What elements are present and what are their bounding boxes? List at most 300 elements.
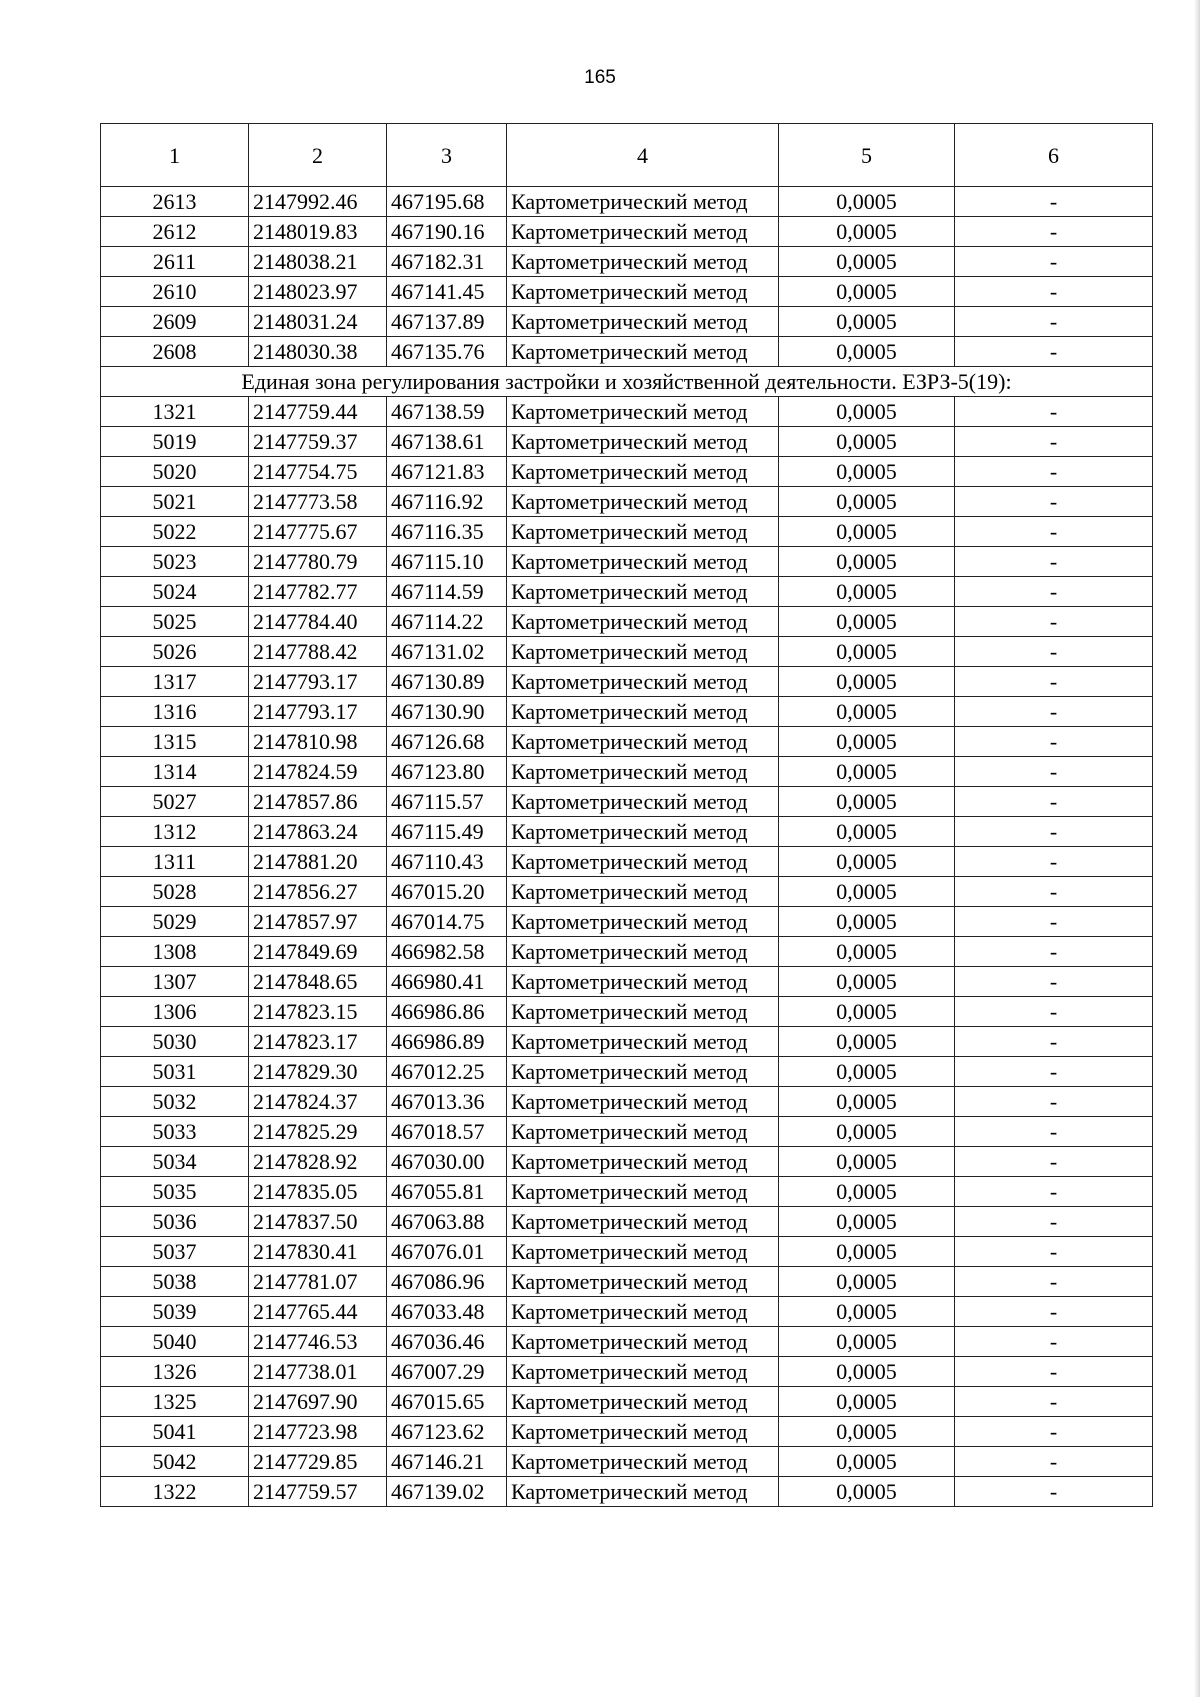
coordinate-y-cell: 467115.57 — [387, 787, 507, 817]
scan-edge — [1194, 0, 1200, 1697]
method-cell: Картометрический метод — [507, 1237, 779, 1267]
coordinate-x-cell: 2148031.24 — [249, 307, 387, 337]
table-row — [101, 697, 1153, 727]
coordinate-x-cell: 2148019.83 — [249, 217, 387, 247]
method-cell: Картометрический метод — [507, 667, 779, 697]
coordinate-y-cell: 467114.22 — [387, 607, 507, 637]
point-number-cell: 5022 — [101, 517, 249, 547]
table-row — [101, 1057, 1153, 1087]
point-number-cell: 5042 — [101, 1447, 249, 1477]
note-cell: - — [955, 577, 1153, 607]
page-number: 165 — [584, 67, 616, 88]
table-row — [101, 337, 1153, 367]
coordinate-y-cell: 467115.10 — [387, 547, 507, 577]
coordinate-y-cell: 467114.59 — [387, 577, 507, 607]
note-cell: - — [955, 1237, 1153, 1267]
coordinate-y-cell: 467018.57 — [387, 1117, 507, 1147]
note-cell: - — [955, 1297, 1153, 1327]
note-cell: - — [955, 1027, 1153, 1057]
note-cell: - — [955, 1207, 1153, 1237]
point-number-cell: 5038 — [101, 1267, 249, 1297]
note-cell: - — [955, 997, 1153, 1027]
accuracy-cell: 0,0005 — [779, 457, 955, 487]
point-number-cell: 1311 — [101, 847, 249, 877]
accuracy-cell: 0,0005 — [779, 1327, 955, 1357]
coordinate-y-cell: 466980.41 — [387, 967, 507, 997]
coordinate-y-cell: 467015.65 — [387, 1387, 507, 1417]
point-number-cell: 5036 — [101, 1207, 249, 1237]
coordinate-x-cell: 2147697.90 — [249, 1387, 387, 1417]
coordinate-y-cell: 467116.35 — [387, 517, 507, 547]
point-number-cell: 1325 — [101, 1387, 249, 1417]
accuracy-cell: 0,0005 — [779, 1057, 955, 1087]
note-cell: - — [955, 937, 1153, 967]
coordinate-x-cell: 2147824.59 — [249, 757, 387, 787]
coordinate-y-cell: 467195.68 — [387, 187, 507, 217]
coordinate-x-cell: 2147835.05 — [249, 1177, 387, 1207]
coordinate-x-cell: 2147857.97 — [249, 907, 387, 937]
point-number-cell: 5035 — [101, 1177, 249, 1207]
accuracy-cell: 0,0005 — [779, 577, 955, 607]
method-cell: Картометрический метод — [507, 637, 779, 667]
coordinate-x-cell: 2147881.20 — [249, 847, 387, 877]
point-number-cell: 2610 — [101, 277, 249, 307]
table-row — [101, 847, 1153, 877]
point-number-cell: 5030 — [101, 1027, 249, 1057]
method-cell: Картометрический метод — [507, 907, 779, 937]
method-cell: Картометрический метод — [507, 1447, 779, 1477]
coordinate-x-cell: 2147723.98 — [249, 1417, 387, 1447]
accuracy-cell: 0,0005 — [779, 1387, 955, 1417]
method-cell: Картометрический метод — [507, 1357, 779, 1387]
accuracy-cell: 0,0005 — [779, 937, 955, 967]
coordinate-y-cell: 467086.96 — [387, 1267, 507, 1297]
coordinate-y-cell: 467190.16 — [387, 217, 507, 247]
column-header: 5 — [779, 124, 955, 187]
point-number-cell: 2608 — [101, 337, 249, 367]
method-cell: Картометрический метод — [507, 427, 779, 457]
note-cell: - — [955, 1177, 1153, 1207]
coordinate-y-cell: 467131.02 — [387, 637, 507, 667]
note-cell: - — [955, 337, 1153, 367]
method-cell: Картометрический метод — [507, 1147, 779, 1177]
note-cell: - — [955, 307, 1153, 337]
method-cell: Картометрический метод — [507, 337, 779, 367]
method-cell: Картометрический метод — [507, 607, 779, 637]
accuracy-cell: 0,0005 — [779, 487, 955, 517]
coordinate-y-cell: 467030.00 — [387, 1147, 507, 1177]
coordinate-x-cell: 2147738.01 — [249, 1357, 387, 1387]
point-number-cell: 5034 — [101, 1147, 249, 1177]
table-row — [101, 817, 1153, 847]
coordinate-x-cell: 2147823.17 — [249, 1027, 387, 1057]
method-cell: Картометрический метод — [507, 727, 779, 757]
column-header: 1 — [101, 124, 249, 187]
table-row — [101, 937, 1153, 967]
coordinate-x-cell: 2147863.24 — [249, 817, 387, 847]
point-number-cell: 5023 — [101, 547, 249, 577]
point-number-cell: 1326 — [101, 1357, 249, 1387]
method-cell: Картометрический метод — [507, 547, 779, 577]
accuracy-cell: 0,0005 — [779, 817, 955, 847]
accuracy-cell: 0,0005 — [779, 1087, 955, 1117]
note-cell: - — [955, 1357, 1153, 1387]
point-number-cell: 5026 — [101, 637, 249, 667]
note-cell: - — [955, 607, 1153, 637]
coordinate-x-cell: 2147824.37 — [249, 1087, 387, 1117]
point-number-cell: 2611 — [101, 247, 249, 277]
note-cell: - — [955, 247, 1153, 277]
table-row — [101, 1027, 1153, 1057]
table-row — [101, 1237, 1153, 1267]
note-cell: - — [955, 1117, 1153, 1147]
method-cell: Картометрический метод — [507, 1057, 779, 1087]
coordinate-x-cell: 2147765.44 — [249, 1297, 387, 1327]
note-cell: - — [955, 1447, 1153, 1477]
method-cell: Картометрический метод — [507, 457, 779, 487]
coordinate-y-cell: 466986.86 — [387, 997, 507, 1027]
table-row — [101, 1117, 1153, 1147]
method-cell: Картометрический метод — [507, 817, 779, 847]
method-cell: Картометрический метод — [507, 1207, 779, 1237]
method-cell: Картометрический метод — [507, 1477, 779, 1507]
coordinate-x-cell: 2147782.77 — [249, 577, 387, 607]
accuracy-cell: 0,0005 — [779, 1207, 955, 1237]
note-cell: - — [955, 877, 1153, 907]
table-row — [101, 997, 1153, 1027]
coordinate-y-cell: 467115.49 — [387, 817, 507, 847]
table-row — [101, 457, 1153, 487]
coordinate-x-cell: 2147849.69 — [249, 937, 387, 967]
coordinate-y-cell: 467138.59 — [387, 397, 507, 427]
coordinate-x-cell: 2147788.42 — [249, 637, 387, 667]
point-number-cell: 5033 — [101, 1117, 249, 1147]
coordinate-y-cell: 467121.83 — [387, 457, 507, 487]
accuracy-cell: 0,0005 — [779, 637, 955, 667]
accuracy-cell: 0,0005 — [779, 337, 955, 367]
table-row — [101, 427, 1153, 457]
note-cell: - — [955, 517, 1153, 547]
accuracy-cell: 0,0005 — [779, 1237, 955, 1267]
note-cell: - — [955, 547, 1153, 577]
column-header: 2 — [249, 124, 387, 187]
note-cell: - — [955, 487, 1153, 517]
note-cell: - — [955, 847, 1153, 877]
method-cell: Картометрический метод — [507, 277, 779, 307]
method-cell: Картометрический метод — [507, 487, 779, 517]
coordinate-y-cell: 467076.01 — [387, 1237, 507, 1267]
coordinate-y-cell: 467126.68 — [387, 727, 507, 757]
table-row — [101, 487, 1153, 517]
method-cell: Картометрический метод — [507, 967, 779, 997]
coordinate-x-cell: 2147793.17 — [249, 667, 387, 697]
method-cell: Картометрический метод — [507, 877, 779, 907]
accuracy-cell: 0,0005 — [779, 1417, 955, 1447]
point-number-cell: 2609 — [101, 307, 249, 337]
coordinate-y-cell: 467138.61 — [387, 427, 507, 457]
method-cell: Картометрический метод — [507, 1297, 779, 1327]
coordinate-x-cell: 2147825.29 — [249, 1117, 387, 1147]
point-number-cell: 1312 — [101, 817, 249, 847]
accuracy-cell: 0,0005 — [779, 727, 955, 757]
column-header: 3 — [387, 124, 507, 187]
coordinate-x-cell: 2147856.27 — [249, 877, 387, 907]
note-cell: - — [955, 727, 1153, 757]
coordinate-y-cell: 467007.29 — [387, 1357, 507, 1387]
coordinate-x-cell: 2147729.85 — [249, 1447, 387, 1477]
method-cell: Картометрический метод — [507, 1027, 779, 1057]
coordinate-x-cell: 2147784.40 — [249, 607, 387, 637]
accuracy-cell: 0,0005 — [779, 847, 955, 877]
note-cell: - — [955, 817, 1153, 847]
table-row — [101, 1267, 1153, 1297]
point-number-cell: 1306 — [101, 997, 249, 1027]
coordinate-y-cell: 467130.90 — [387, 697, 507, 727]
accuracy-cell: 0,0005 — [779, 907, 955, 937]
point-number-cell: 1322 — [101, 1477, 249, 1507]
coordinate-y-cell: 467036.46 — [387, 1327, 507, 1357]
coordinate-x-cell: 2147775.67 — [249, 517, 387, 547]
point-number-cell: 1321 — [101, 397, 249, 427]
method-cell: Картометрический метод — [507, 397, 779, 427]
table-row — [101, 757, 1153, 787]
accuracy-cell: 0,0005 — [779, 1477, 955, 1507]
point-number-cell: 1316 — [101, 697, 249, 727]
coordinate-y-cell: 467033.48 — [387, 1297, 507, 1327]
point-number-cell: 5020 — [101, 457, 249, 487]
coordinate-y-cell: 467130.89 — [387, 667, 507, 697]
table-row — [101, 247, 1153, 277]
method-cell: Картометрический метод — [507, 937, 779, 967]
point-number-cell: 1315 — [101, 727, 249, 757]
method-cell: Картометрический метод — [507, 517, 779, 547]
coordinate-x-cell: 2147810.98 — [249, 727, 387, 757]
note-cell: - — [955, 1327, 1153, 1357]
point-number-cell: 2613 — [101, 187, 249, 217]
table-row — [101, 1417, 1153, 1447]
method-cell: Картометрический метод — [507, 847, 779, 877]
coordinate-y-cell: 467014.75 — [387, 907, 507, 937]
coordinate-x-cell: 2147837.50 — [249, 1207, 387, 1237]
note-cell: - — [955, 967, 1153, 997]
coordinate-x-cell: 2148023.97 — [249, 277, 387, 307]
table-row — [101, 1387, 1153, 1417]
coordinate-x-cell: 2147781.07 — [249, 1267, 387, 1297]
note-cell: - — [955, 217, 1153, 247]
method-cell: Картометрический метод — [507, 217, 779, 247]
accuracy-cell: 0,0005 — [779, 787, 955, 817]
coordinate-x-cell: 2147992.46 — [249, 187, 387, 217]
accuracy-cell: 0,0005 — [779, 397, 955, 427]
coordinate-y-cell: 467141.45 — [387, 277, 507, 307]
coordinate-x-cell: 2147828.92 — [249, 1147, 387, 1177]
header-row — [101, 124, 1153, 187]
table-row — [101, 397, 1153, 427]
table-row — [101, 547, 1153, 577]
note-cell: - — [955, 277, 1153, 307]
note-cell: - — [955, 1057, 1153, 1087]
coordinate-y-cell: 467110.43 — [387, 847, 507, 877]
rows-before-zone — [101, 187, 1153, 367]
column-header: 6 — [955, 124, 1153, 187]
method-cell: Картометрический метод — [507, 1387, 779, 1417]
coordinate-x-cell: 2147754.75 — [249, 457, 387, 487]
method-cell: Картометрический метод — [507, 997, 779, 1027]
note-cell: - — [955, 427, 1153, 457]
point-number-cell: 5029 — [101, 907, 249, 937]
note-cell: - — [955, 1477, 1153, 1507]
table-row — [101, 1477, 1153, 1507]
table-row — [101, 1087, 1153, 1117]
point-number-cell: 5024 — [101, 577, 249, 607]
table-row — [101, 1327, 1153, 1357]
accuracy-cell: 0,0005 — [779, 277, 955, 307]
accuracy-cell: 0,0005 — [779, 1177, 955, 1207]
table-row — [101, 907, 1153, 937]
coordinate-y-cell: 467135.76 — [387, 337, 507, 367]
table-row — [101, 667, 1153, 697]
accuracy-cell: 0,0005 — [779, 217, 955, 247]
point-number-cell: 5028 — [101, 877, 249, 907]
accuracy-cell: 0,0005 — [779, 1447, 955, 1477]
method-cell: Картометрический метод — [507, 1117, 779, 1147]
method-cell: Картометрический метод — [507, 247, 779, 277]
table-row — [101, 217, 1153, 247]
point-number-cell: 1308 — [101, 937, 249, 967]
table-row — [101, 1357, 1153, 1387]
method-cell: Картометрический метод — [507, 1177, 779, 1207]
accuracy-cell: 0,0005 — [779, 247, 955, 277]
coordinate-y-cell: 467063.88 — [387, 1207, 507, 1237]
coordinate-y-cell: 467123.80 — [387, 757, 507, 787]
point-number-cell: 5039 — [101, 1297, 249, 1327]
method-cell: Картометрический метод — [507, 1267, 779, 1297]
coordinate-y-cell: 467139.02 — [387, 1477, 507, 1507]
method-cell: Картометрический метод — [507, 757, 779, 787]
method-cell: Картометрический метод — [507, 577, 779, 607]
accuracy-cell: 0,0005 — [779, 877, 955, 907]
table-row — [101, 1297, 1153, 1327]
note-cell: - — [955, 1417, 1153, 1447]
note-cell: - — [955, 1267, 1153, 1297]
zone-title: Единая зона регулирования застройки и хозяйственной деятельности. ЕЗРЗ-5(19): — [101, 367, 1153, 397]
accuracy-cell: 0,0005 — [779, 1357, 955, 1387]
method-cell: Картометрический метод — [507, 1417, 779, 1447]
point-number-cell: 5027 — [101, 787, 249, 817]
coordinate-x-cell: 2147759.44 — [249, 397, 387, 427]
zone-section — [101, 367, 1153, 397]
accuracy-cell: 0,0005 — [779, 1027, 955, 1057]
table-row — [101, 307, 1153, 337]
table-row — [101, 517, 1153, 547]
method-cell: Картометрический метод — [507, 307, 779, 337]
coordinate-x-cell: 2148038.21 — [249, 247, 387, 277]
accuracy-cell: 0,0005 — [779, 1117, 955, 1147]
accuracy-cell: 0,0005 — [779, 1267, 955, 1297]
note-cell: - — [955, 637, 1153, 667]
coordinate-x-cell: 2147780.79 — [249, 547, 387, 577]
coordinate-y-cell: 467137.89 — [387, 307, 507, 337]
coordinates-table — [100, 123, 1153, 1507]
table-row — [101, 637, 1153, 667]
table-row — [101, 787, 1153, 817]
point-number-cell: 5025 — [101, 607, 249, 637]
method-cell: Картометрический метод — [507, 787, 779, 817]
table-row — [101, 607, 1153, 637]
coordinate-y-cell: 467012.25 — [387, 1057, 507, 1087]
coordinate-y-cell: 467015.20 — [387, 877, 507, 907]
coordinate-x-cell: 2147773.58 — [249, 487, 387, 517]
accuracy-cell: 0,0005 — [779, 997, 955, 1027]
table-row — [101, 877, 1153, 907]
note-cell: - — [955, 1087, 1153, 1117]
point-number-cell: 5032 — [101, 1087, 249, 1117]
point-number-cell: 1314 — [101, 757, 249, 787]
point-number-cell: 5037 — [101, 1237, 249, 1267]
accuracy-cell: 0,0005 — [779, 307, 955, 337]
table-row — [101, 187, 1153, 217]
note-cell: - — [955, 397, 1153, 427]
method-cell: Картометрический метод — [507, 697, 779, 727]
method-cell: Картометрический метод — [507, 1087, 779, 1117]
coordinate-x-cell: 2147857.86 — [249, 787, 387, 817]
coordinate-x-cell: 2147830.41 — [249, 1237, 387, 1267]
coordinate-x-cell: 2147759.57 — [249, 1477, 387, 1507]
coordinate-y-cell: 467146.21 — [387, 1447, 507, 1477]
point-number-cell: 5019 — [101, 427, 249, 457]
accuracy-cell: 0,0005 — [779, 667, 955, 697]
note-cell: - — [955, 787, 1153, 817]
coordinate-y-cell: 467116.92 — [387, 487, 507, 517]
zone-title-row — [101, 367, 1153, 397]
accuracy-cell: 0,0005 — [779, 547, 955, 577]
method-cell: Картометрический метод — [507, 187, 779, 217]
coordinate-x-cell: 2147759.37 — [249, 427, 387, 457]
column-header: 4 — [507, 124, 779, 187]
table-row — [101, 1147, 1153, 1177]
note-cell: - — [955, 1147, 1153, 1177]
coordinate-y-cell: 467013.36 — [387, 1087, 507, 1117]
point-number-cell: 5021 — [101, 487, 249, 517]
accuracy-cell: 0,0005 — [779, 607, 955, 637]
coordinate-x-cell: 2147793.17 — [249, 697, 387, 727]
accuracy-cell: 0,0005 — [779, 1297, 955, 1327]
point-number-cell: 5041 — [101, 1417, 249, 1447]
table-row — [101, 727, 1153, 757]
accuracy-cell: 0,0005 — [779, 757, 955, 787]
note-cell: - — [955, 697, 1153, 727]
table-row — [101, 967, 1153, 997]
note-cell: - — [955, 457, 1153, 487]
note-cell: - — [955, 757, 1153, 787]
note-cell: - — [955, 907, 1153, 937]
coordinate-x-cell: 2147746.53 — [249, 1327, 387, 1357]
accuracy-cell: 0,0005 — [779, 517, 955, 547]
note-cell: - — [955, 187, 1153, 217]
coordinate-y-cell: 467123.62 — [387, 1417, 507, 1447]
coordinate-y-cell: 466986.89 — [387, 1027, 507, 1057]
coordinate-x-cell: 2148030.38 — [249, 337, 387, 367]
table-row — [101, 1207, 1153, 1237]
note-cell: - — [955, 1387, 1153, 1417]
accuracy-cell: 0,0005 — [779, 697, 955, 727]
point-number-cell: 2612 — [101, 217, 249, 247]
accuracy-cell: 0,0005 — [779, 1147, 955, 1177]
rows-after-zone — [101, 397, 1153, 1507]
table-row — [101, 577, 1153, 607]
accuracy-cell: 0,0005 — [779, 187, 955, 217]
point-number-cell: 5031 — [101, 1057, 249, 1087]
